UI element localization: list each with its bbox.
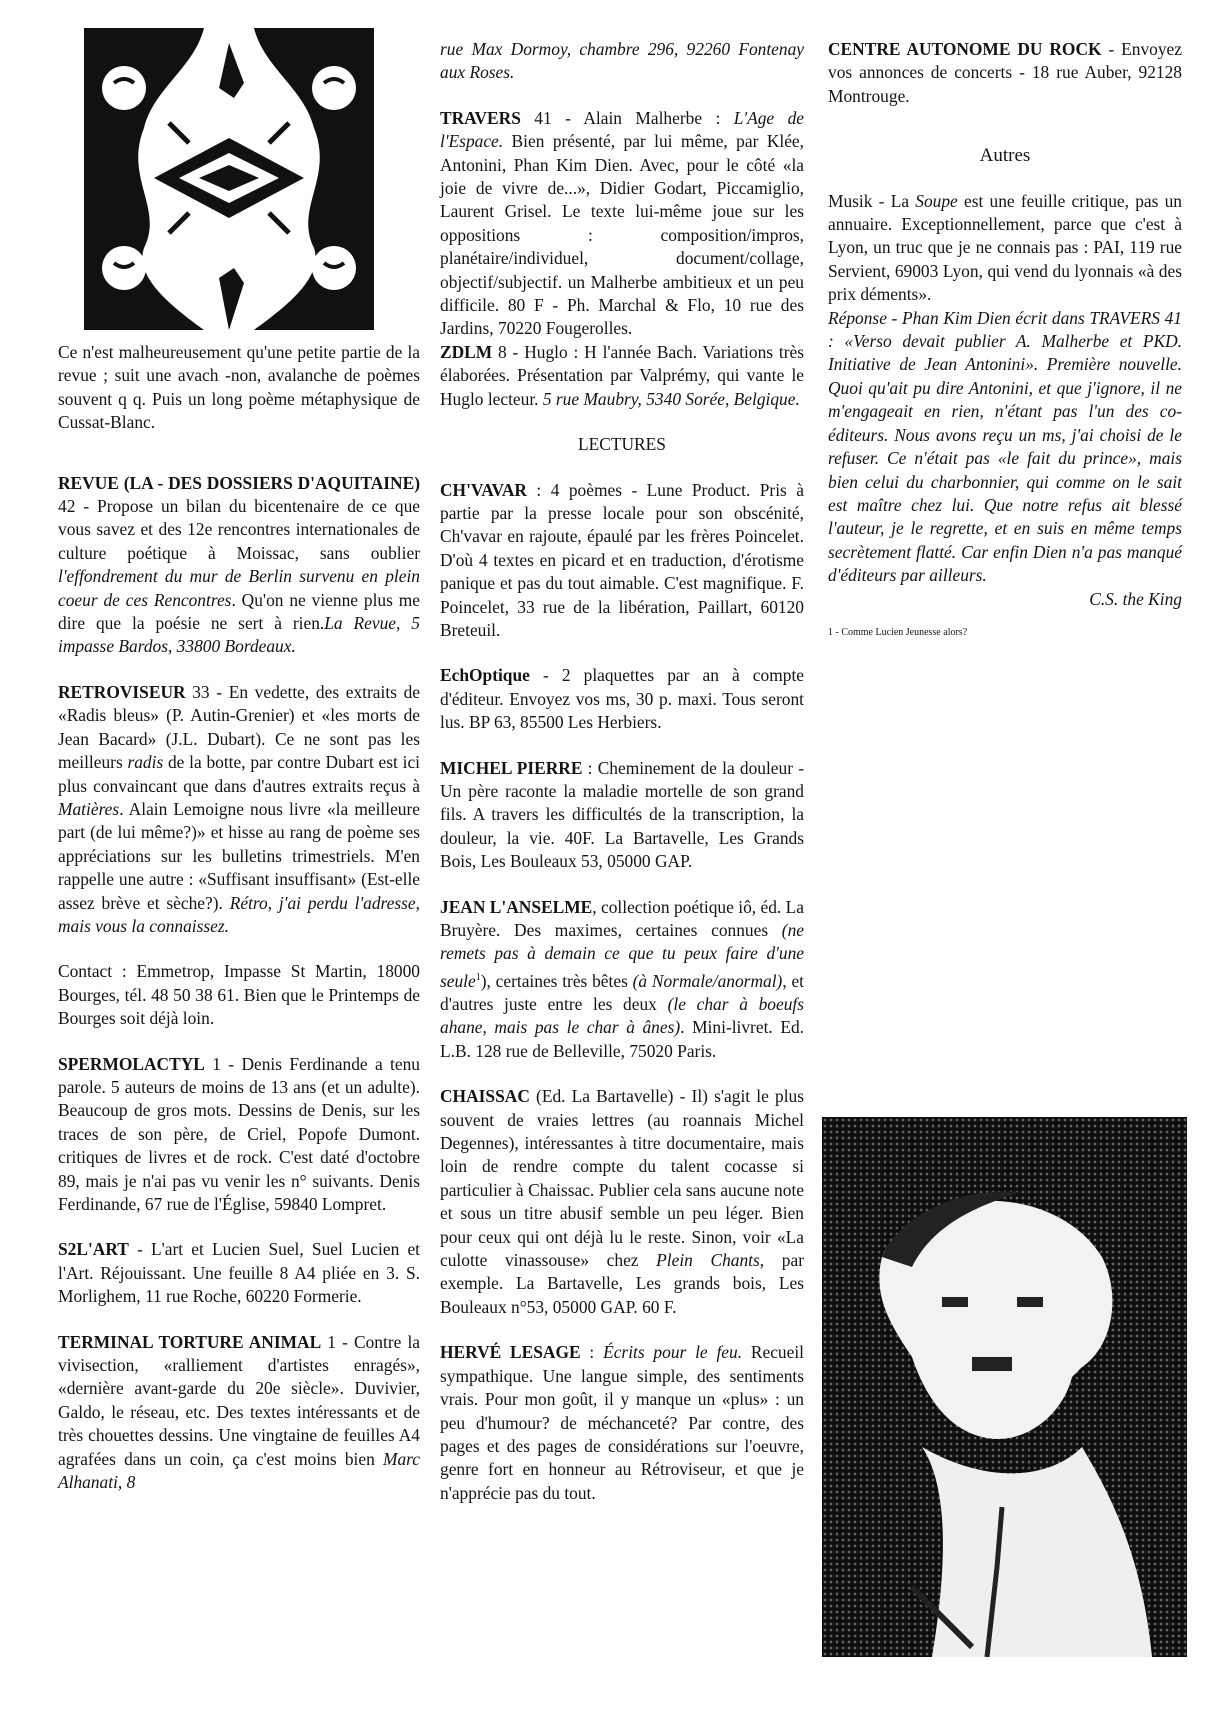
retroviseur-heading: RETROVISEUR [58,681,186,702]
travers-text: 41 - Alain Malherbe : [520,107,734,128]
zdlm-text: 8 - Huglo : H l'année Bach. Variations très élaborées. Présentation par Valprémy, qui vante le Huglo lecteur. [440,341,804,409]
chvavar-heading: CH'VAVAR [440,479,527,500]
echoptique-text: - 2 plaquettes par an à compte d'éditeur. Envoyez vos ms, 30 p. maxi. Tous seront lus. BP 63, 85500 Les Herbiers. [440,665,804,733]
retroviseur-radis: radis [127,752,164,773]
terminal-heading: TERMINAL TORTURE ANIMAL [58,1331,322,1352]
chvavar-entry [440,479,804,643]
jean-lanselme-italic-3: (le char à boeufs ahane, mais pas le char à ânes) [440,994,804,1038]
chaissac-text: (Ed. La Bartavelle) - Il) s'agit le plus souvent de vraies lettres (au roannais Michel Degennes), intéressantes à titre documentaire, mais loin de rendre compte du talent cocasse si particulier à Chaissac. Publier cela sans aucune note et sous un titre abusif semble un peu léger. Bien pour ceux qui ont déjà lu le reste. Sinon, voir «La culotte vinassousе» chez [440,1086,804,1271]
travers-entry [440,107,804,341]
centre-rock-entry [828,38,1182,108]
footnote-marker: 1 [475,971,481,983]
musik-italic: Soupe [915,190,958,211]
revue-text-2: . Qu'on ne vienne plus me dire que la poésie ne sert à rien. [58,589,420,634]
terminal-text: 1 - Contre la vivisection, «ralliement d'artistes enragés», «dernière avant-garde du 20e siècle». Duvivier, Galdo, le réseau, etc. Des textes intéressants et de très chouettes dessins. Une vingtaine de feuilles A4 agrafées dans un coin, ça c'est moins bien [58,1331,420,1469]
musik-entry [828,190,1182,307]
autres-heading: Autres [979,145,1031,167]
michel-pierre-text: : Cheminement de la douleur - Un père raconte la maladie mortelle de son grand fils. A travers les difficultés de la transcription, la douleur, la vie. 40F. La Bartavelle, Les Grands Bois, Les Bouleaux 53, 05000 GAP. [440,757,805,872]
musik-text: Musik - La [828,190,916,211]
herve-lesage-italic: Écrits pour le feu. [603,1342,743,1363]
lectures-heading: LECTURES [578,434,666,455]
chaissac-heading: CHAISSAC [440,1086,530,1107]
musik-text-2: est une feuille critique, pas un annuaire. Exceptionnellement, parce que c'est à Lyon, un truc que je ne connais pas : PAI, 119 rue Servient, 69003 Lyon, qui vend du lyonnais «à des prix déments». [828,190,1182,305]
revue-address: La Revue, 5 impasse Bardos, 33800 Bordeaux. [58,613,420,657]
centre-rock-heading: CENTRE AUTONOME DU ROCK [828,39,1102,59]
chvavar-text: : 4 poèmes - Lune Product. Pris à partie par la presse locale pour son obscénité, Ch'vavar en rajoute, épaulé par les frères Poincelet. D'où 4 textes en picard et en traduction, d'érotisme panique et pas du tout aimable. C'est magnifique. F. Poincelet, 33 rue de la libération, Paillart, 60120 Breteuil. [440,479,804,640]
revue-heading: REVUE (LA - DES DOSSIERS D'AQUITAINE) [58,472,420,493]
terminal-italic: Marc Alhanati, 8 [58,1448,420,1493]
michel-pierre-entry [440,757,804,874]
travers-heading: TRAVERS [440,107,521,128]
retroviseur-matieres: Matières [58,798,120,819]
jean-lanselme-text-4: . Mini-livret. Ed. L.B. 128 rue de Belleville, 75020 Paris. [440,1017,804,1061]
michel-pierre-heading: MICHEL PIERRE [440,757,583,778]
travers-text-2: Bien présenté, par lui même, par Klée, Antonini, Phan Kim Dien. Avec, pour le côté «la joie de vivre de...», Didier Godart, Piccamiglio, Laurent Grisel. Le texte lui-même joue sur les oppositions : composition/impros, planétaire/individuel, document/collage, objectif/subjectif. un Malherbe ambitieux et un peu difficile. 80 F - Ph. Marchal & Flo, 10 rue des Jardins, 70220 Fougerolles. [440,131,804,339]
jean-lanselme-text: , collection poétique iô, éd. La Bruyère. Des maximes, certaines connues [440,896,804,940]
continued-address: rue Max Dormoy, chambre 296, 92260 Fontenay aux Roses. [440,39,804,83]
retroviseur-italic: Rétro, j'ai perdu l'adresse, mais vous la connaissez. [58,892,420,936]
echoptique-entry [440,664,804,734]
signature: C.S. the King [1089,588,1182,609]
zdlm-italic: 5 rue Maubry, 5340 Sorée, Belgique. [542,388,800,409]
s2lart-heading: S2L'ART [58,1239,129,1260]
retroviseur-text: 33 - En vedette, des extraits de «Radis bleus» (P. Autin-Grenier) et «les morts de Jean Bacard» (J.L. Dubart). Ce ne sont pas les meilleurs [58,681,420,773]
contact-paragraph: Contact : Emmetrop, Impasse St Martin, 18000 Bourges, tél. 48 50 38 61. Bien que le Printemps de Bourges soit déjà loin. [58,961,420,1029]
chaissac-entry [440,1085,804,1319]
spermolactyl-text: 1 - Denis Ferdinande a tenu parole. 5 auteurs de moins de 13 ans (et un adulte). Beaucoup de gros mots. Dessins de Denis, sur les traces de son père, de Criel, Popofe Dumont. critiques de livres et de rock. C'est daté d'octobre 89, mais je n'ai pas vu venir les n° suivants. Denis Ferdinande, 67 rue de l'Église, 59840 Lompret. [58,1053,420,1214]
revue-entry [58,472,420,659]
terminal-entry [58,1331,420,1495]
zdlm-entry [440,341,804,411]
revue-italic: l'effondrement du mur de Berlin survenu en plein coeur de ces Rencontres [58,566,420,610]
chaissac-italic: Plein Chants [656,1250,760,1271]
column-1 [58,341,420,1494]
halftone-portrait-image [822,1117,1187,1657]
retroviseur-text-2: de la botte, par contre Dubart est ici plus convaincant que dans d'autres extraits reçus à [58,752,420,796]
retroviseur-text-3: . Alain Lemoigne nous livre «la meilleure part (de lui même?)» et hisse au rang de poème ses appréciations sur les bulletins trimestriels. M'en rappelle une autre : «Suffisant insuffisant» (Est-elle assez brève et sèche?). [58,798,420,913]
jean-lanselme-italic: (ne remets pas à demain ce que tu peux faire d'une seule [440,920,804,991]
s2lart-entry [58,1238,420,1308]
column-2 [440,38,804,1505]
reponse-paragraph: Réponse - Phan Kim Dien écrit dans TRAVERS 41 : «Verso devait publier A. Malherbe et PKD. Initiative de Jean Antonini». Première nouvelle. Quoi qu'ait pu dire Antonini, et que j'ignore, il ne m'engageait en rien, n'étant pas l'un des co-éditeurs. Nous avons reçu un ms, j'ai choisi de le refuser. Ce n'était pas «le fait du prince», mais bien celui du charbonnier, qui comme on le sait est maître chez lui. Que notre refus ait blessé l'auteur, je le regrette, et en suis en même temps secrètement flatté. Car enfin Dien n'a pas manqué d'éditeurs par ailleurs. [828,307,1182,586]
jean-lanselme-entry [440,896,804,1064]
spermolactyl-heading: SPERMOLACTYL [58,1053,205,1074]
herve-lesage-text: : [580,1342,604,1363]
s2lart-text: - L'art et Lucien Suel, Suel Lucien et l'Art. Réjouissant. Une feuille 8 A4 pliée en 3. S. Morlighem, 11 rue Roche, 60220 Formerie. [58,1239,420,1307]
revue-text: 42 - Propose un bilan du bicentenaire de ce que vous savez et des 12e rencontres internationales de culture poétique à Moissac, sans oublier [58,496,420,563]
centre-rock-text: - Envoyez vos annonces de concerts - 18 rue Auber, 92128 Montrouge. [828,39,1182,106]
retroviseur-entry [58,681,420,938]
herve-lesage-entry [440,1341,804,1505]
intro-paragraph: Ce n'est malheureusement qu'une petite partie de la revue ; suit une avach -non, avalanche de poèmes souvent q q. Puis un long poème métaphysique de Cussat-Blanc. [58,342,420,433]
herve-lesage-heading: HERVÉ LESAGE [440,1342,581,1363]
spermolactyl-entry [58,1053,420,1217]
footnote: 1 - Comme Lucien Jeunesse alors? [828,626,968,638]
chaissac-text-2: , par exemple. La Bartavelle, Les grands bois, Les Bouleaux n°53, 05000 GAP. 60 F. [440,1250,804,1317]
jean-lanselme-text-2: ), certaines très bêtes [480,970,633,991]
kaleidoscope-collage-image [84,28,374,330]
echoptique-heading: EchOptique [440,665,530,686]
column-3 [828,38,1182,639]
jean-lanselme-text-3: , et d'autres juste entre les deux [440,970,805,1015]
jean-lanselme-italic-2: (à Normale/anormal) [632,970,783,991]
jean-lanselme-heading: JEAN L'ANSELME [440,896,593,917]
travers-italic: L'Age de l'Espace. [440,107,804,152]
herve-lesage-text-2: Recueil sympathique. Une langue simple, des sentiments vrais. Pour mon goût, il y manque un «plus» : un peu d'humour? de méchanceté? Par contre, des pages et des pages de considérations sur l'oeuvre, genre fort en honneur au Rétroviseur, et que je n'apprécie pas du tout. [440,1342,804,1503]
zdlm-heading: ZDLM [440,341,493,362]
